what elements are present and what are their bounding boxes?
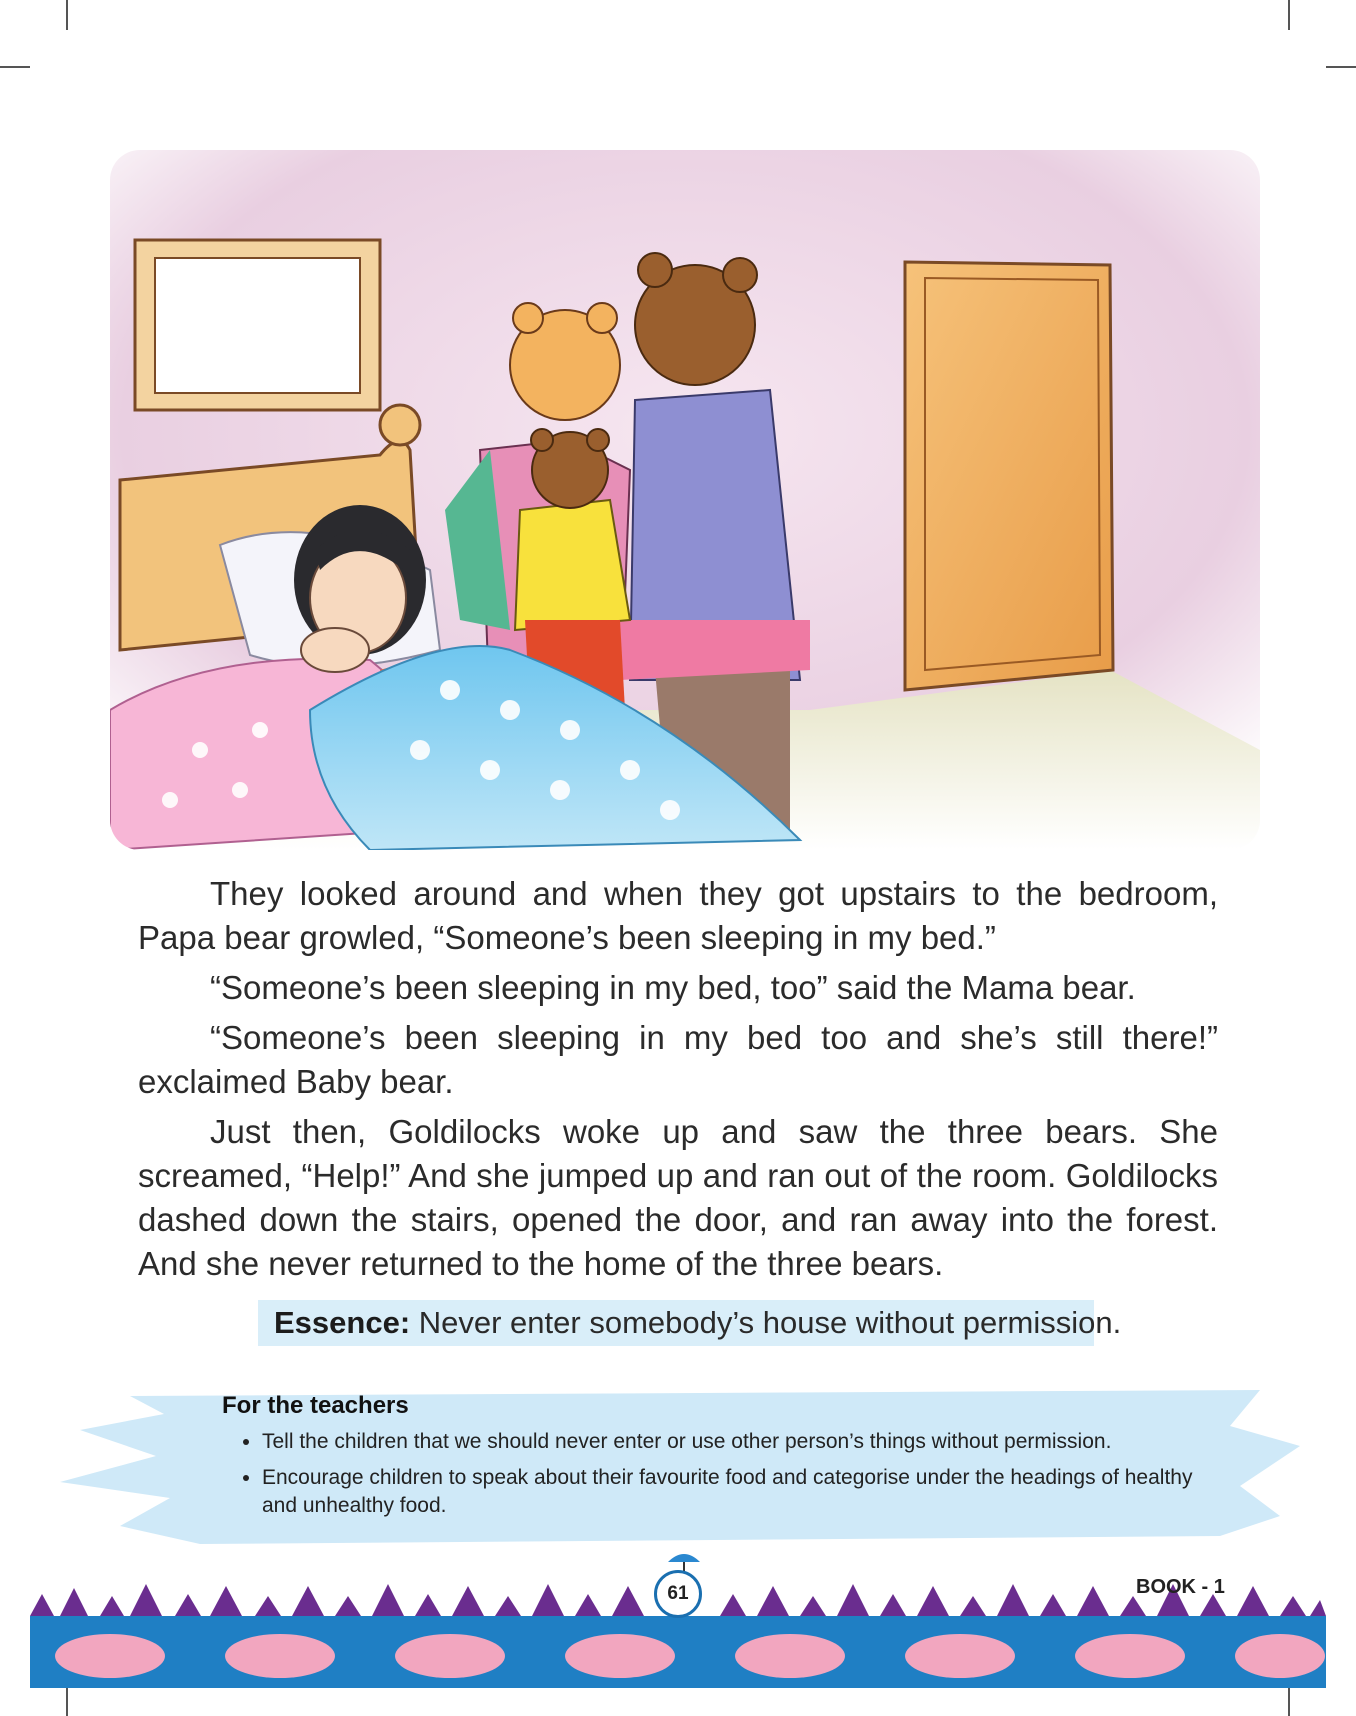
- teachers-list: [222, 1428, 1202, 1520]
- crop-mark: [66, 0, 68, 30]
- essence-box: [258, 1300, 1122, 1346]
- story-paragraph: They looked around and when they got upstairs to the bedroom, Papa bear growled, “Someone’s been sleeping in my bed.”: [138, 875, 1218, 956]
- story-text: [138, 872, 1218, 1292]
- teachers-note: • Encourage children to speak about their favourite food and categorise under the headings of healthy and unhealthy food.: [262, 1464, 1202, 1520]
- crop-mark: [1288, 0, 1290, 30]
- story-illustration: [110, 150, 1260, 850]
- story-paragraph: “Someone’s been sleeping in my bed, too” said the Mama bear.: [210, 969, 1136, 1006]
- crop-mark: [1326, 66, 1356, 68]
- book-label: BOOK - 1: [1136, 1576, 1225, 1598]
- essence-text: Never enter somebody’s house without permission.: [410, 1305, 1122, 1340]
- page-number: 61: [654, 1570, 702, 1618]
- story-paragraph: Just then, Goldilocks woke up and saw the three bears. She screamed, “Help!” And she jumped up and ran out of the room. Goldilocks dashed down the stairs, opened the door, and ran away into the forest. And she never returned to the home of the three bears.: [138, 1113, 1218, 1282]
- teachers-notes: [222, 1392, 1202, 1528]
- story-paragraph: “Someone’s been sleeping in my bed too and she’s still there!” exclaimed Baby bear.: [138, 1019, 1218, 1100]
- teachers-note: • Tell the children that we should never enter or use other person’s things without permission.: [262, 1428, 1202, 1456]
- crop-mark: [66, 1686, 68, 1716]
- crop-mark: [0, 66, 30, 68]
- teachers-title: For the teachers: [222, 1392, 409, 1419]
- essence-label: Essence:: [274, 1305, 411, 1340]
- crop-mark: [1288, 1686, 1290, 1716]
